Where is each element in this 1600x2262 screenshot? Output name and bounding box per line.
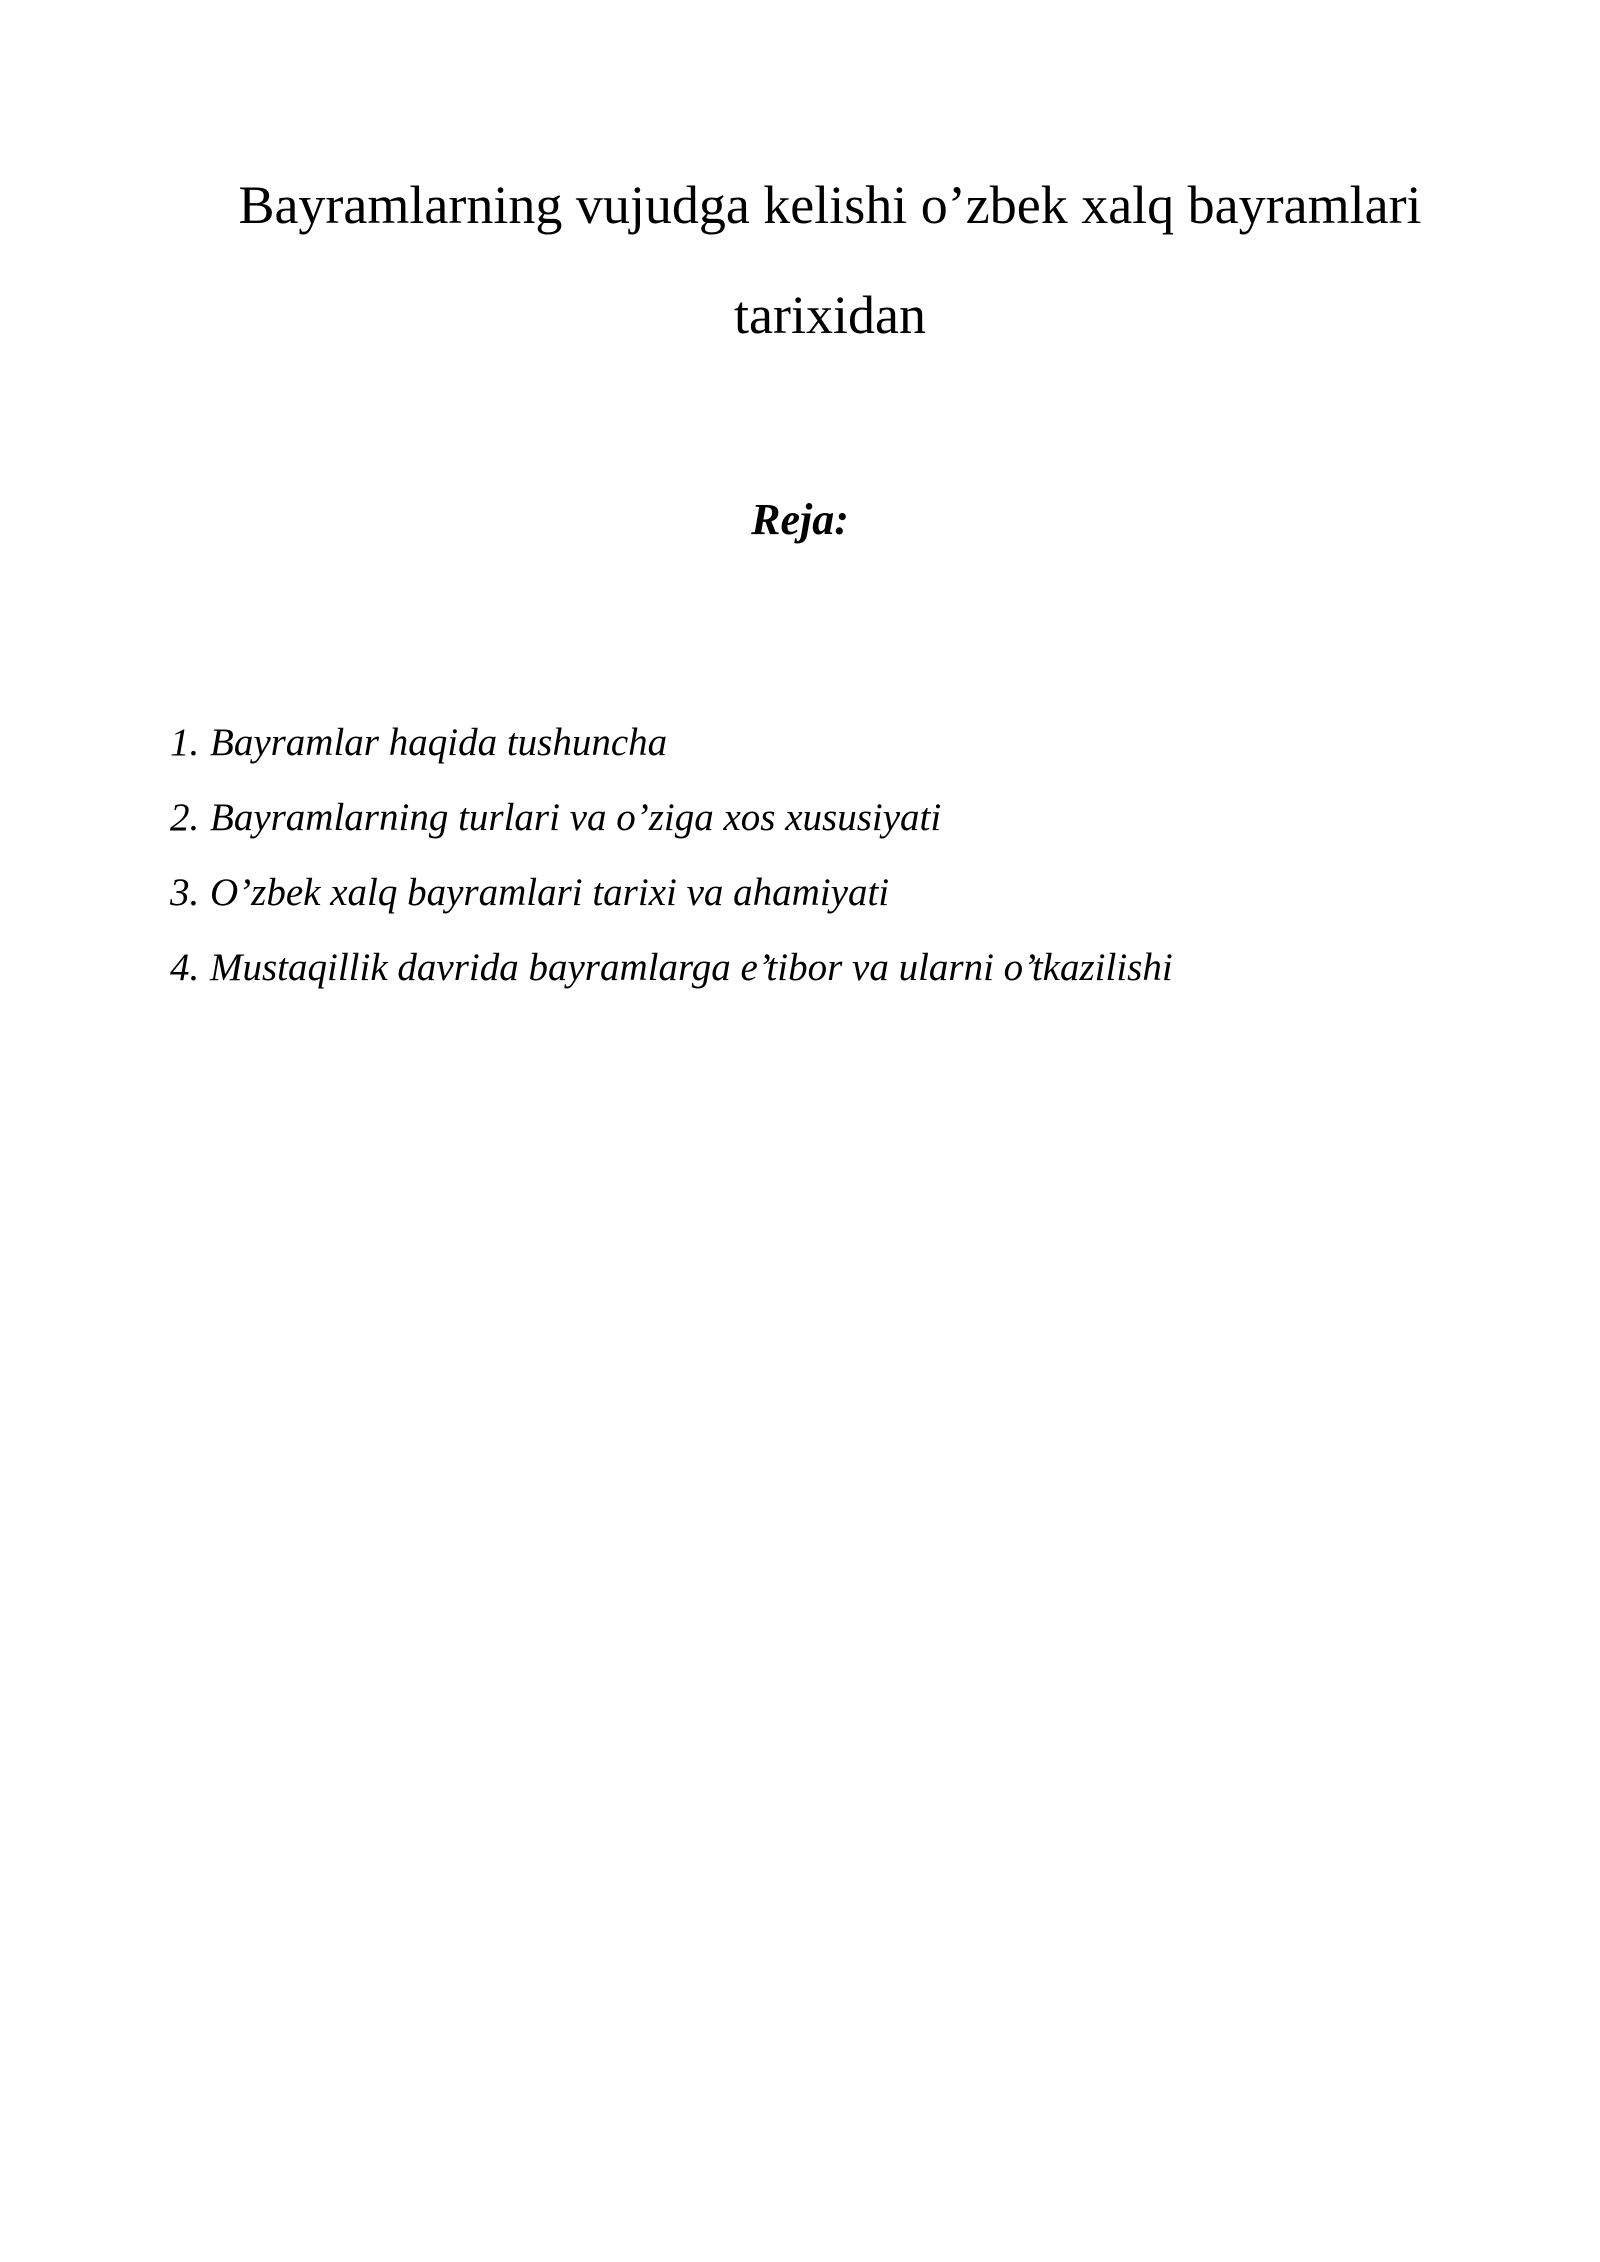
plan-item-text: Bayramlar haqida tushuncha [210,721,668,764]
plan-item-number: 2. [170,796,200,839]
plan-item-1 [170,705,1173,780]
plan-item-text: O’zbek xalq bayramlari tarixi va ahamiyati [210,871,890,914]
plan-item-2 [170,780,1173,855]
plan-item-number: 1. [170,721,200,764]
document-title: Bayramlarning vujudga kelishi o’zbek xalq bayramlari tarixidan [238,175,1422,345]
plan-item-text: Mustaqillik davrida bayramlarga e’tibor va ularni o’tkazilishi [210,946,1173,989]
plan-heading: Reja: [751,495,849,544]
plan-item-3 [170,855,1173,930]
plan-item-number: 3. [170,871,200,914]
plan-item-4 [170,930,1173,1005]
plan-item-text: Bayramlarning turlari va o’ziga xos xususiyati [210,796,942,839]
plan-list [170,705,1173,1005]
plan-item-number: 4. [170,946,200,989]
